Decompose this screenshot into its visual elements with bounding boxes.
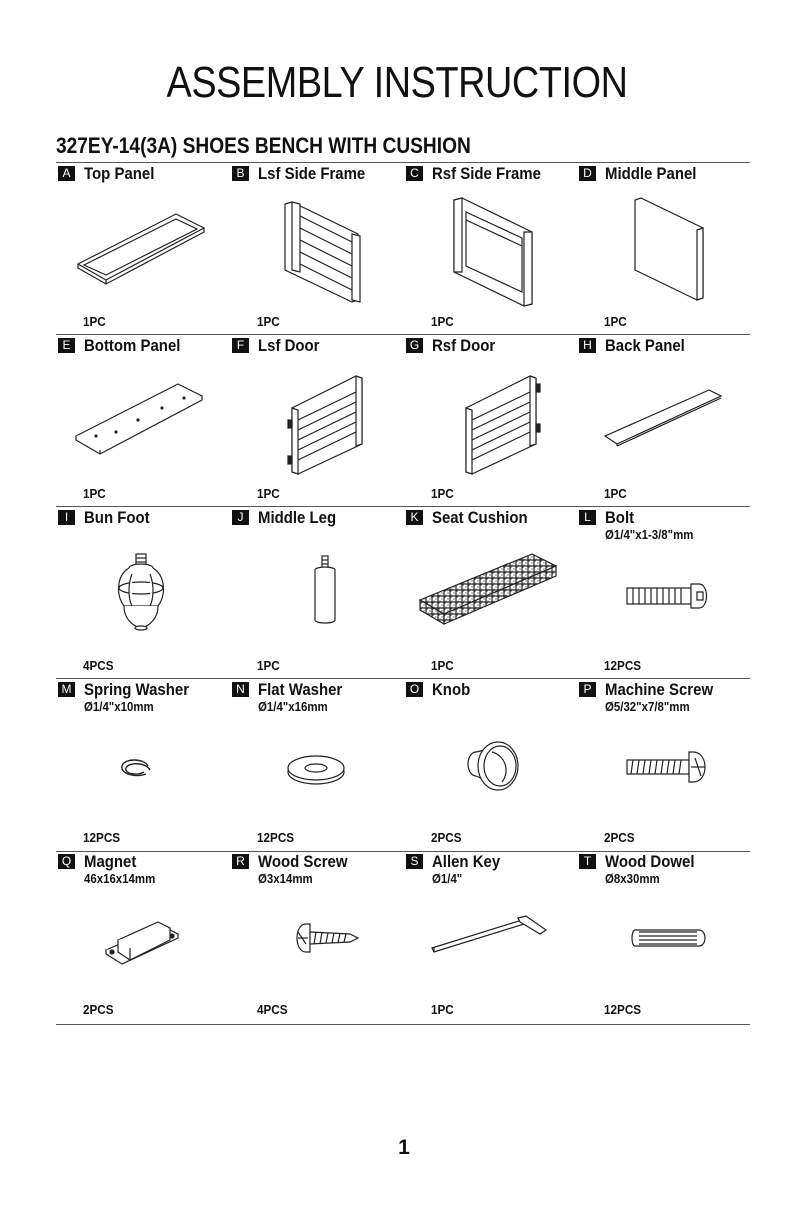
machine-screw-icon (587, 708, 742, 826)
part-qty: 1PC (431, 486, 454, 501)
spring-washer-icon (66, 708, 221, 826)
part-letter: J (232, 510, 249, 525)
part-cell (404, 678, 577, 850)
part-qty: 1PC (604, 486, 627, 501)
magnet-icon (66, 880, 221, 998)
part-letter: A (58, 166, 75, 181)
part-spec: Ø1/4"x10mm (84, 699, 154, 714)
part-cell (230, 162, 403, 334)
part-name: Spring Washer (84, 680, 190, 699)
part-qty: 1PC (604, 314, 627, 329)
part-name: Middle Leg (258, 508, 337, 527)
part-cell (56, 334, 229, 506)
part-name: Middle Panel (605, 164, 697, 183)
bun-foot-icon (66, 536, 221, 654)
part-qty: 1PC (431, 314, 454, 329)
middle-leg-icon (240, 536, 395, 654)
parts-row (56, 334, 750, 506)
part-cell (577, 506, 750, 678)
part-cell (230, 506, 403, 678)
bottom-panel-icon (66, 364, 221, 482)
part-cell (230, 678, 403, 850)
part-cell (404, 506, 577, 678)
page-number: 1 (398, 1136, 410, 1159)
part-name: Bolt (605, 508, 635, 527)
part-letter: F (232, 338, 249, 353)
part-name: Bun Foot (84, 508, 150, 527)
part-name: Wood Dowel (605, 852, 695, 871)
back-panel-icon (587, 364, 742, 482)
part-letter: I (58, 510, 75, 525)
part-cell (577, 334, 750, 506)
wood-screw-icon (240, 880, 395, 998)
door-icon (240, 364, 395, 482)
part-qty: 4PCS (83, 658, 114, 673)
middle-panel-icon (587, 192, 742, 310)
part-letter: L (579, 510, 596, 525)
part-name: Rsf Door (432, 336, 496, 355)
part-name: Machine Screw (605, 680, 714, 699)
parts-row (56, 506, 750, 678)
part-cell (404, 334, 577, 506)
part-cell (577, 162, 750, 334)
part-qty: 12PCS (604, 658, 642, 673)
part-spec: Ø1/4"x1-3/8"mm (605, 527, 694, 542)
part-name: Rsf Side Frame (432, 164, 541, 183)
part-spec: Ø5/32"x7/8"mm (605, 699, 690, 714)
bolt-icon (587, 536, 742, 654)
part-qty: 1PC (431, 658, 454, 673)
part-qty: 1PC (257, 658, 280, 673)
part-qty: 2PCS (83, 1002, 114, 1017)
seat-cushion-icon (414, 536, 569, 654)
part-spec: Ø3x14mm (258, 871, 313, 886)
part-name: Bottom Panel (84, 336, 181, 355)
part-name: Seat Cushion (432, 508, 528, 527)
part-cell (56, 850, 229, 1022)
knob-icon (414, 708, 569, 826)
part-letter: H (579, 338, 596, 353)
part-letter: B (232, 166, 249, 181)
wood-dowel-icon (587, 880, 742, 998)
part-qty: 1PC (83, 314, 106, 329)
part-qty: 1PC (257, 314, 280, 329)
door-icon (414, 364, 569, 482)
part-cell (404, 162, 577, 334)
part-spec: Ø1/4"x16mm (258, 699, 328, 714)
top-panel-icon (66, 192, 221, 310)
part-name: Back Panel (605, 336, 685, 355)
part-cell (577, 850, 750, 1022)
part-cell (56, 162, 229, 334)
part-cell (577, 678, 750, 850)
allen-key-icon (414, 880, 569, 998)
part-letter: O (406, 682, 423, 697)
part-letter: R (232, 854, 249, 869)
part-cell (230, 850, 403, 1022)
part-qty: 12PCS (257, 830, 295, 845)
part-qty: 4PCS (257, 1002, 288, 1017)
part-letter: N (232, 682, 249, 697)
part-cell (56, 678, 229, 850)
part-qty: 1PC (431, 1002, 454, 1017)
part-qty: 1PC (257, 486, 280, 501)
part-name: Magnet (84, 852, 137, 871)
page-title: ASSEMBLY INSTRUCTION (166, 58, 628, 107)
part-letter: G (406, 338, 423, 353)
part-name: Wood Screw (258, 852, 348, 871)
part-name: Flat Washer (258, 680, 343, 699)
parts-row (56, 850, 750, 1022)
parts-grid (56, 162, 750, 1022)
part-name: Knob (432, 680, 471, 699)
part-letter: M (58, 682, 75, 697)
part-letter: C (406, 166, 423, 181)
part-spec: Ø8x30mm (605, 871, 660, 886)
part-letter: Q (58, 854, 75, 869)
part-letter: S (406, 854, 423, 869)
part-qty: 12PCS (604, 1002, 642, 1017)
part-qty: 1PC (83, 486, 106, 501)
part-qty: 12PCS (83, 830, 121, 845)
part-letter: K (406, 510, 423, 525)
side-frame-icon (414, 192, 569, 310)
part-name: Lsf Side Frame (258, 164, 366, 183)
part-cell (56, 506, 229, 678)
parts-row (56, 162, 750, 334)
part-cell (404, 850, 577, 1022)
flat-washer-icon (240, 708, 395, 826)
part-qty: 2PCS (604, 830, 635, 845)
parts-row (56, 678, 750, 850)
part-cell (230, 334, 403, 506)
part-spec: 46x16x14mm (84, 871, 156, 886)
part-qty: 2PCS (431, 830, 462, 845)
part-letter: P (579, 682, 596, 697)
product-title: 327EY-14(3A) SHOES BENCH WITH CUSHION (56, 133, 471, 158)
part-letter: E (58, 338, 75, 353)
divider (56, 1024, 750, 1025)
side-frame-icon (240, 192, 395, 310)
part-letter: D (579, 166, 596, 181)
part-name: Top Panel (84, 164, 155, 183)
part-name: Lsf Door (258, 336, 320, 355)
part-spec: Ø1/4" (432, 871, 463, 886)
part-letter: T (579, 854, 596, 869)
part-name: Allen Key (432, 852, 501, 871)
